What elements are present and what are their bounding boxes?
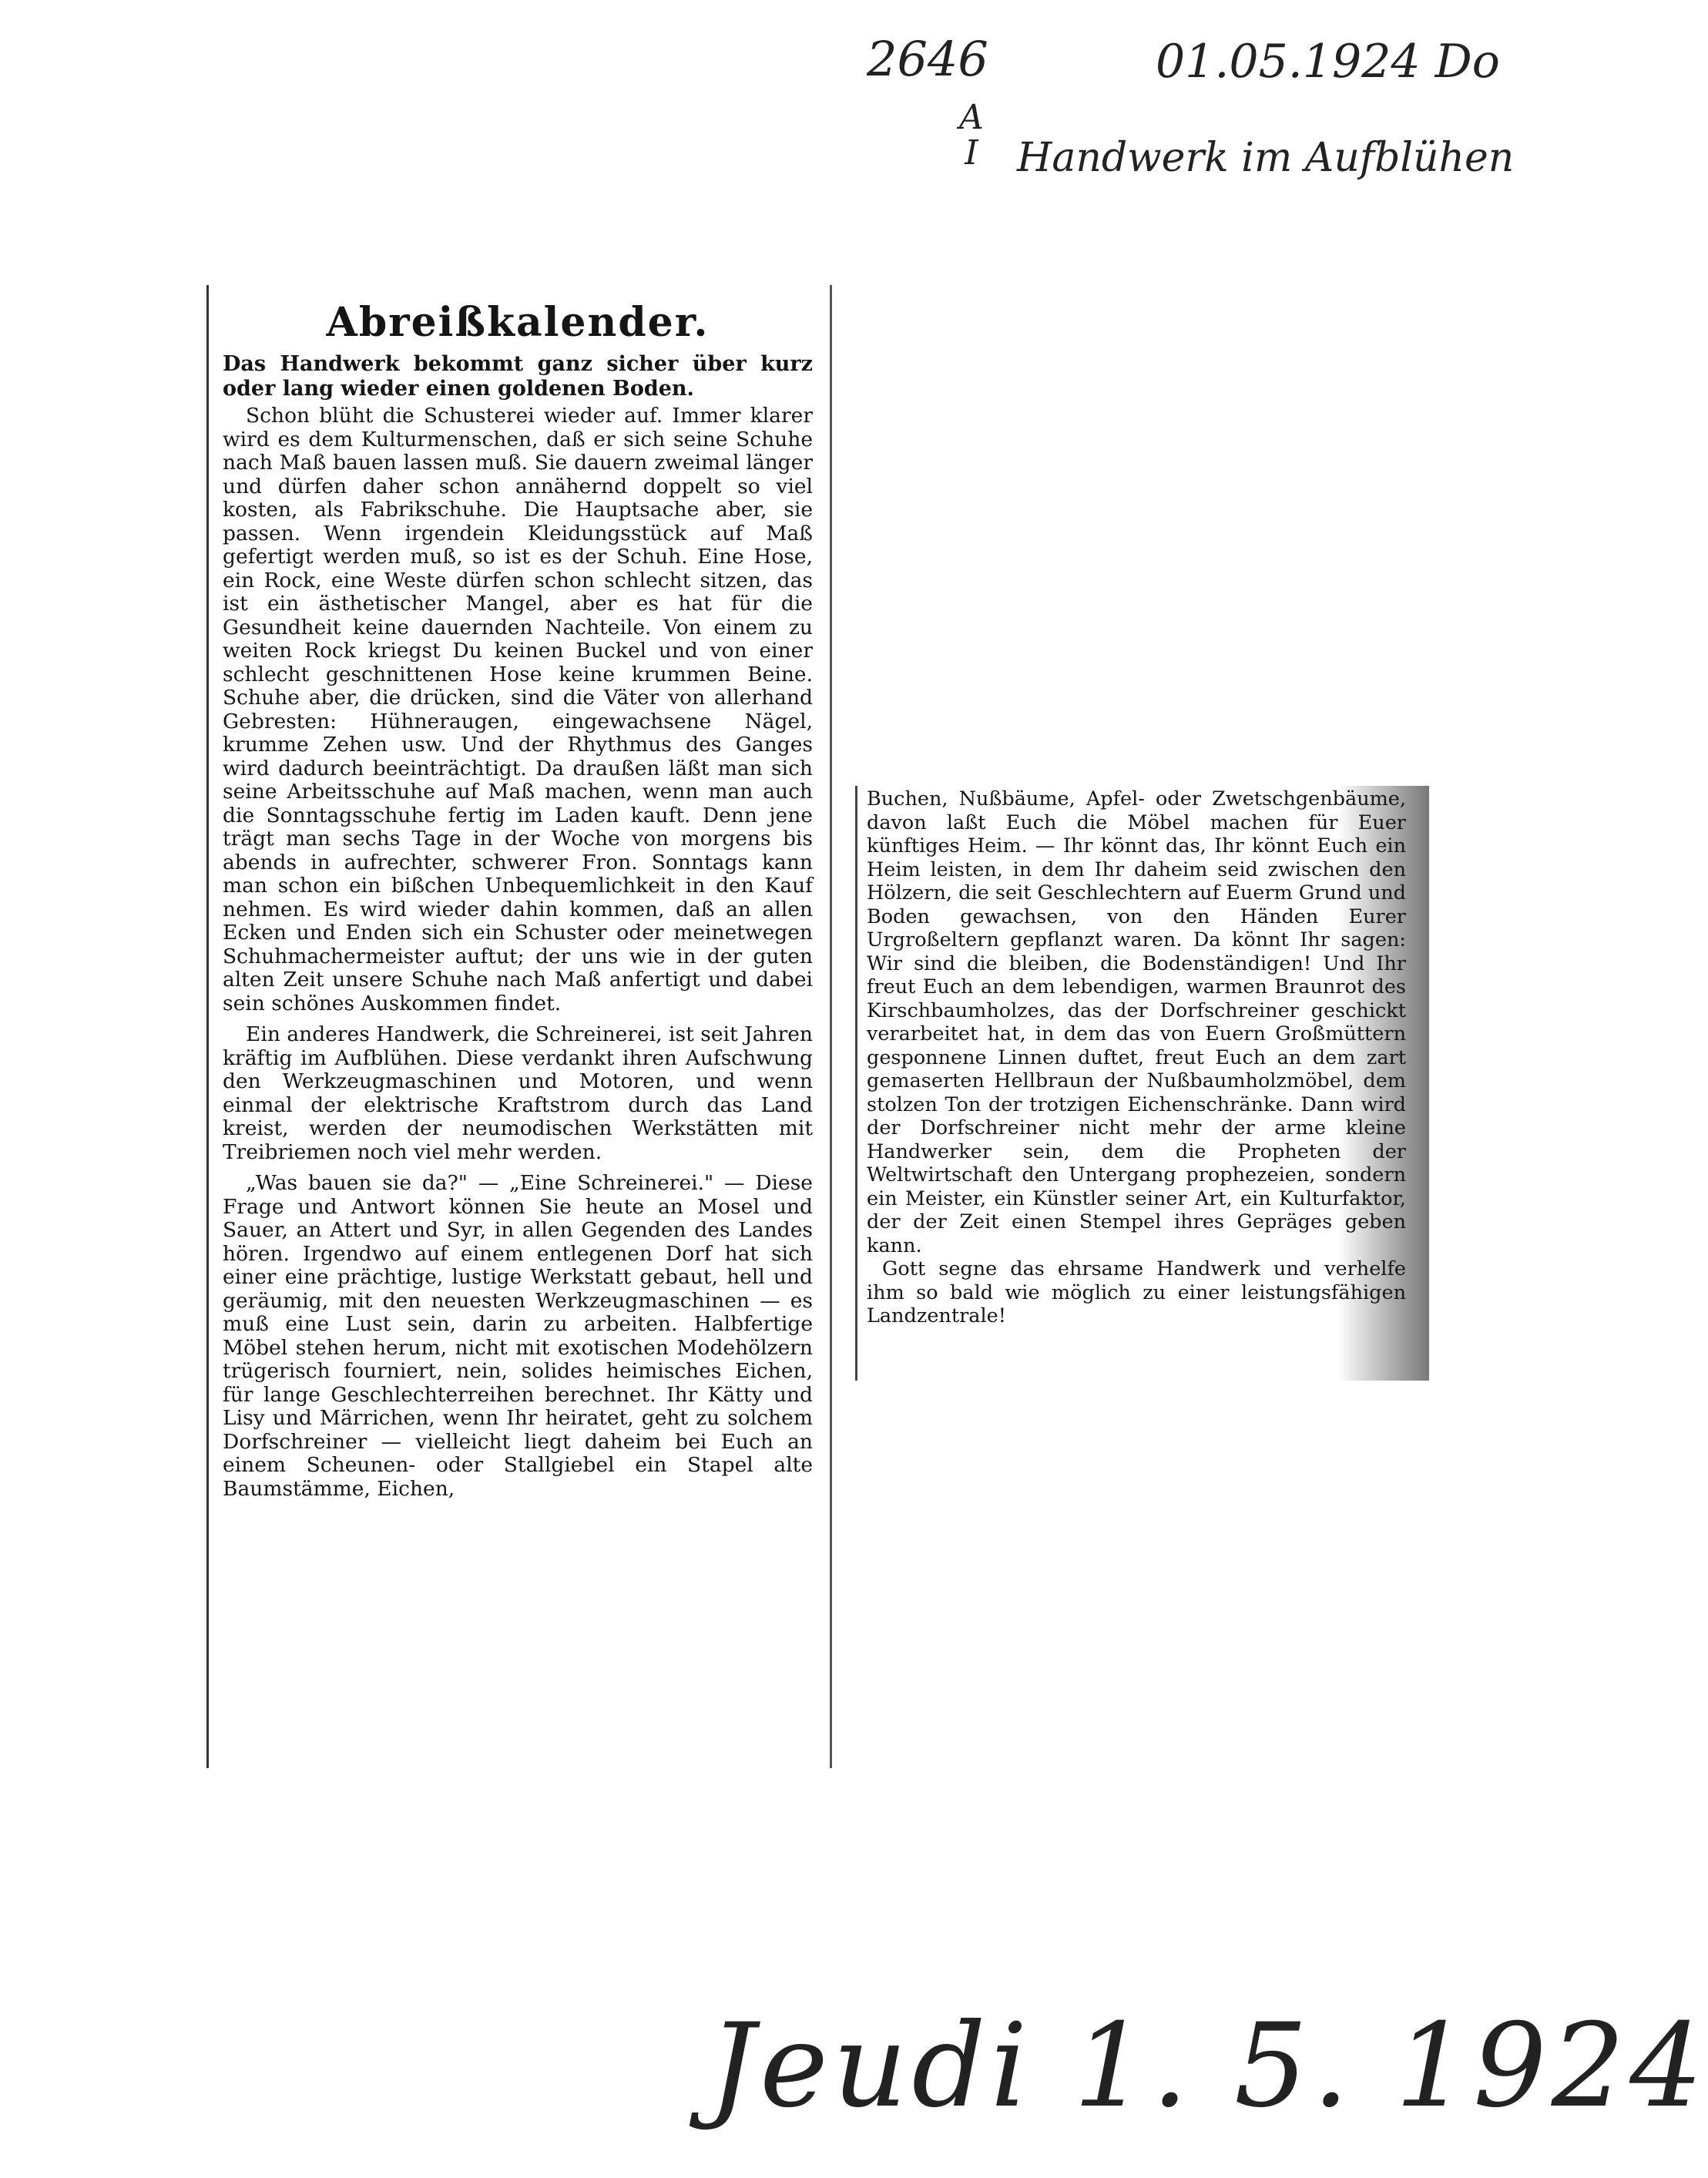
continuation-paragraph: Buchen, Nußbäume, Apfel- oder Zwetschgenbäume, davon laßt Euch die Möbel machen für Euer künftiges Heim. — Ihr könnt das, Ihr könnt Euch ein Heim leisten, in dem Ihr daheim seid zwischen den Hölzern, die seit Geschlechtern auf Euerm Grund und Boden gewachsen, von den Händen Eurer Urgroßeltern gepflanzt waren. Da könnt Ihr sagen: Wir sind die bleiben, die Bodenständigen! Und Ihr freut Euch an dem lebendigen, warmen Braunrot des Kirschbaumholzes, das der Dorfschreiner geschickt verarbeitet hat, in dem das von Euern Großmüttern gesponnene Linnen duftet, freut Euch an dem zart gemaserten Hellbraun der Nußbaumholzmöbel, dem stolzen Ton der trotzigen Eichenschränke. Dann wird der Dorfschreiner nicht mehr der arme kleine Handwerker sein, dem die Propheten der Weltwirtschaft den Untergang prophezeien, sondern ein Meister, ein Künstler seiner Art, ein Kulturfaktor, der der Zeit einen Stempel ihres Gepräges geben kann. — [867, 787, 1406, 1257]
handwritten-footer-date: Jeudi 1. 5. 1924 — [709, 1999, 1708, 2133]
article-continuation-clipping — [855, 786, 1429, 1381]
reference-mark: A I — [959, 98, 984, 173]
article-clipping — [206, 285, 832, 1768]
article-paragraph: Ein anderes Handwerk, die Schreinerei, ist seit Jahren kräftig im Aufblühen. Diese verdankt ihren Aufschwung den Werkzeugmaschinen und Motoren, und wenn einmal der elektrische Kraftstrom durch das Land kreist, werden der neumodischen Werkstätten mit Treibriemen noch viel mehr werden. — [223, 1022, 813, 1164]
article-paragraph: Schon blüht die Schusterei wieder auf. Immer klarer wird es dem Kulturmenschen, daß er sich seine Schuhe nach Maß bauen lassen muß. Sie dauern zweimal länger und dürfen daher schon annähernd doppelt so viel kosten, als Fabrikschuhe. Die Hauptsache aber, sie passen. Wenn irgendein Kleidungsstück auf Maß gefertigt werden muß, so ist es der Schuh. Eine Hose, ein Rock, eine Weste dürfen schon schlecht sitzen, das ist ein ästhetischer Mangel, aber es hat für die Gesundheit keine dauernden Nachteile. Von einem zu weiten Rock kriegst Du keinen Buckel und von einer schlecht geschnittenen Hose keine krummen Beine. Schuhe aber, die drücken, sind die Väter von allerhand Gebresten: Hühneraugen, eingewachsene Nägel, krumme Zehen usw. Und der Rhythmus des Ganges wird dadurch beeinträchtigt. Da draußen läßt man sich seine Arbeitsschuhe auf Maß machen, wenn man auch die Sonntagsschuhe fertig im Laden kauft. Denn jene trägt man sechs Tage in der Woche von morgens bis abends in aufrechter, schwerer Fron. Sonntags kann man schon ein bißchen Unbequemlichkeit in den Kauf nehmen. Es wird wieder dahin kommen, daß an allen Ecken und Enden sich ein Schuster oder meinetwegen Schuhmachermeister auftut; der uns wie in der guten alten Zeit unsere Schuhe nach Maß anfertigt und dabei sein schönes Auskommen findet. — [223, 404, 813, 1015]
continuation-paragraph: Gott segne das ehrsame Handwerk und verhelfe ihm so bald wie möglich zu einer leistungsfähigen Landzentrale! — [867, 1257, 1406, 1327]
topic-note: Handwerk im Aufblühen — [1017, 135, 1515, 181]
article-subheadline: Das Handwerk bekommt ganz sicher über kurz oder lang wieder einen goldenen Boden. — [223, 352, 813, 401]
archive-number: 2646 — [867, 31, 988, 87]
article-paragraph: „Was bauen sie da?" — „Eine Schreinerei." — Diese Frage und Antwort können Sie heute an Mosel und Sauer, an Attert und Syr, in allen Gegenden des Landes hören. Irgendwo auf einem entlegenen Dorf hat sich einer eine prächtige, lustige Werkstatt gebaut, hell und geräumig, mit den neuesten Werkzeugmaschinen — es muß eine Lust sein, darin zu arbeiten. Halbfertige Möbel stehen herum, nicht mit exotischen Modehölzern trügerisch fourniert, nein, solides heimisches Eichen, für lange Geschlechterreihen berechnet. Ihr Kätty und Lisy und Märrichen, wenn Ihr heiratet, geht zu solchem Dorfschreiner — vielleicht liegt daheim bei Euch an einem Scheunen- oder Stallgiebel ein Stapel alte Baumstämme, Eichen, — [223, 1171, 813, 1501]
article-headline: Abreißkalender. — [326, 299, 710, 346]
archive-date: 01.05.1924 Do — [1156, 35, 1500, 89]
